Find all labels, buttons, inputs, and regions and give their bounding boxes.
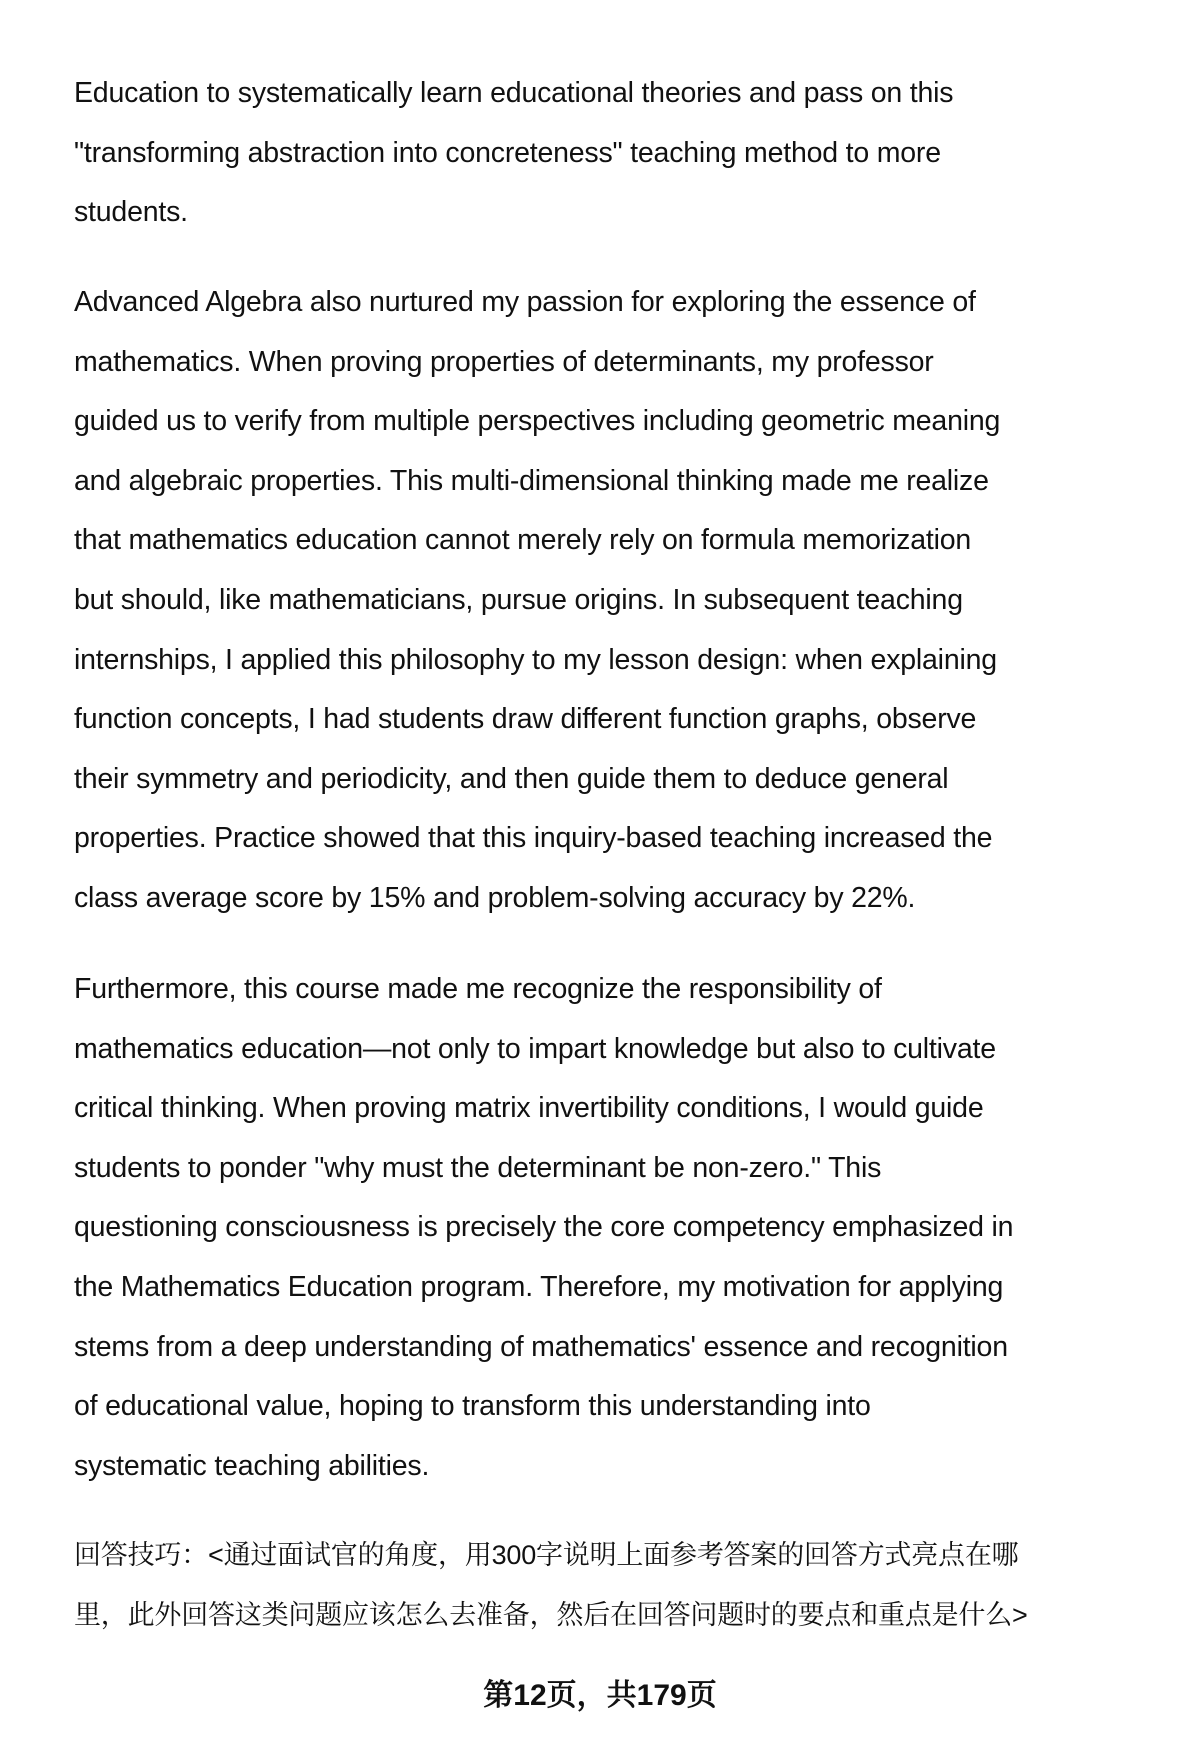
text-line: function concepts, I had students draw different function graphs, observe (74, 703, 977, 736)
text-line: students to ponder "why must the determinant be non-zero." This (74, 1151, 882, 1184)
text-line: students. (74, 196, 188, 229)
text-line: their symmetry and periodicity, and then guide them to deduce general (74, 762, 949, 795)
text-line: and algebraic properties. This multi-dimensional thinking made me realize (74, 464, 989, 497)
text-line: that mathematics education cannot merely rely on formula memorization (74, 524, 972, 557)
text-line: stems from a deep understanding of mathematics' essence and recognition (74, 1330, 1008, 1363)
text-line: guided us to verify from multiple perspectives including geometric meaning (74, 405, 1001, 438)
text-line: Furthermore, this course made me recognize the responsibility of (74, 973, 882, 1005)
text-line: the Mathematics Education program. Therefore, my motivation for applying (74, 1270, 1004, 1303)
text-line: internships, I applied this philosophy to my lesson design: when explaining (74, 643, 997, 676)
text-line: mathematics education—not only to impart knowledge but also to cultivate (74, 1032, 996, 1065)
text-line: critical thinking. When proving matrix invertibility conditions, I would guide (74, 1092, 984, 1125)
text-line: systematic teaching abilities. (74, 1449, 430, 1482)
text-line: questioning consciousness is precisely the core competency emphasized in (74, 1211, 1014, 1244)
page-number: 第12页，共179页 (483, 1679, 717, 1712)
answer-tip (74, 1526, 1174, 1645)
text-line: mathematics. When proving properties of determinants, my professor (74, 345, 934, 378)
text-line: but should, like mathematicians, pursue origins. In subsequent teaching (74, 583, 963, 616)
text-line: "transforming abstraction into concreteness" teaching method to more (74, 136, 941, 169)
paragraph-1 (74, 64, 1174, 243)
text-line: properties. Practice showed that this inquiry-based teaching increased the (74, 822, 993, 855)
paragraph-2 (74, 273, 1174, 929)
text-line: Advanced Algebra also nurtured my passion for exploring the essence of (74, 286, 976, 318)
text-line: Education to systematically learn educational theories and pass on this (74, 77, 954, 109)
text-line: class average score by 15% and problem-solving accuracy by 22%. (74, 881, 916, 914)
text-line: 里，此外回答这类问题应该怎么去准备，然后在回答问题时的要点和重点是什么> (74, 1599, 1028, 1630)
text-line: of educational value, hoping to transform this understanding into (74, 1390, 871, 1423)
paragraph-3 (74, 960, 1174, 1496)
text-line: 回答技巧：<通过面试官的角度，用300字说明上面参考答案的回答方式亮点在哪 (74, 1540, 1019, 1570)
